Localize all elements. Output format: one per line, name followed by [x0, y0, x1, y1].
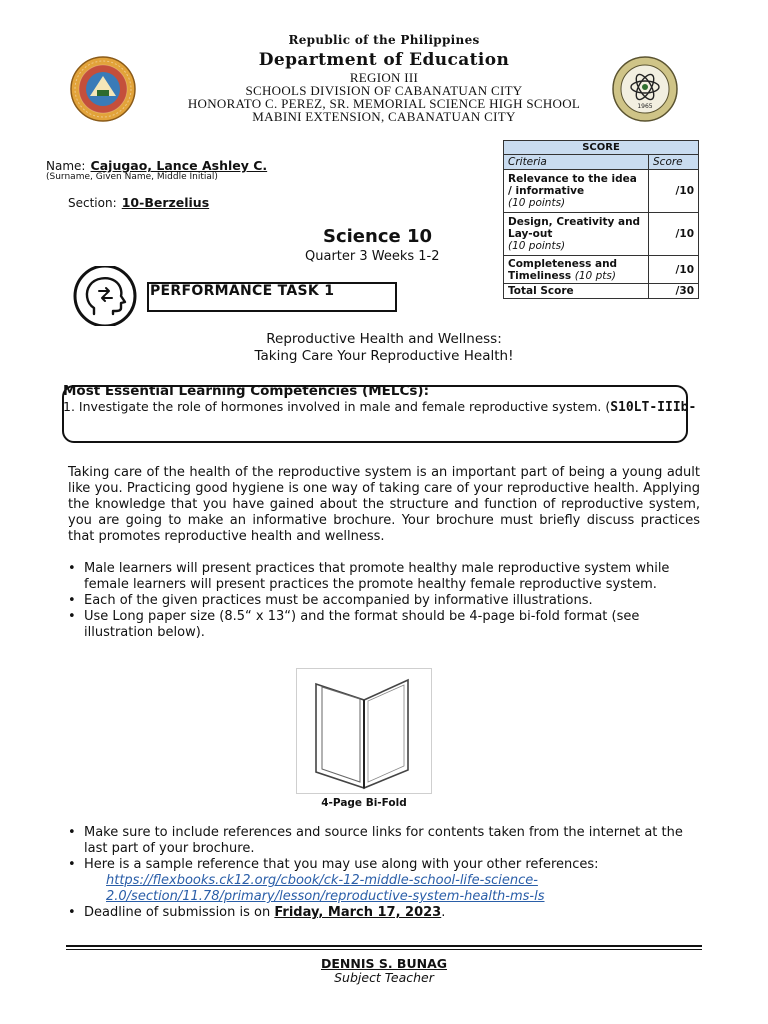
list-item: • Each of the given practices must be accompanied by informative illustrations.	[64, 593, 704, 609]
criterion-cell	[504, 170, 649, 213]
melc-heading: Most Essential Learning Competencies (MELCs):	[63, 383, 429, 399]
name-label: Name:	[46, 159, 86, 173]
topic-title-line2: Taking Care Your Reproductive Health!	[254, 348, 514, 364]
teacher-name: DENNIS S. BUNAG	[320, 956, 448, 971]
criterion-note: (10 points)	[508, 240, 566, 252]
table-row	[504, 170, 699, 213]
criterion-text: Relevance to the idea / informative	[508, 173, 637, 197]
melc-item	[63, 399, 696, 415]
deadline-suffix: .	[441, 905, 446, 920]
criterion-cell	[504, 213, 649, 256]
figure-caption: 4-Page Bi-Fold	[321, 797, 407, 809]
quarter-subtitle: Quarter 3 Weeks 1-2	[305, 249, 440, 264]
name-hint: (Surname, Given Name, Middle Initial)	[46, 172, 218, 182]
section-label: Section:	[68, 196, 117, 210]
melc-code: S10LT-IIIb-	[610, 400, 697, 415]
list-item: • Use Long paper size (8.5“ x 13“) and the format should be 4-page bi-fold format (see illustration below).	[64, 609, 704, 641]
bifold-brochure-illustration	[296, 668, 432, 794]
list-item: • Here is a sample reference that you may use along with your other references:	[64, 857, 704, 873]
criterion-text: Design, Creativity and Lay-out	[508, 216, 641, 240]
department-heading: Department of Education	[258, 50, 510, 70]
student-section: 10-Berzelius	[121, 195, 210, 210]
melc-item-text: 1. Investigate the role of hormones involved in male and female reproductive system. (	[63, 399, 611, 414]
score-column-header: Score	[649, 155, 699, 170]
region-heading: REGION III	[349, 70, 419, 85]
performance-task-title: PERFORMANCE TASK 1	[150, 283, 335, 299]
deadline-prefix: Deadline of submission is on	[84, 905, 275, 920]
seal-year-text: 1965	[637, 103, 653, 110]
table-row	[504, 256, 699, 284]
total-points-cell: /30	[649, 284, 699, 299]
criterion-cell	[504, 256, 649, 284]
points-cell: /10	[649, 256, 699, 284]
school-heading: HONORATO C. PEREZ, SR. MEMORIAL SCIENCE HIGH SCHOOL	[187, 96, 581, 111]
list-item: • Make sure to include references and source links for contents taken from the internet at the last part of your brochure.	[64, 825, 704, 857]
deadline-list	[64, 905, 704, 921]
student-name: Cajugao, Lance Ashley C.	[90, 158, 268, 173]
division-heading: SCHOOLS DIVISION OF CABANATUAN CITY	[245, 83, 523, 98]
republic-heading: Republic of the Philippines	[288, 33, 480, 47]
signature-rule	[66, 945, 702, 947]
reference-list	[64, 825, 704, 873]
intro-paragraph: Taking care of the health of the reproductive system is an important part of being a young adult like you. Practicing good hygiene is one way of taking care of your reproductive health. Applying the knowledge that you have gained about the structure and function of reproductive system, you are going to make an informative brochure. Your brochure must briefly discuss practices that promotes reproductive health and wellness.	[68, 465, 700, 544]
total-label-cell: Total Score	[504, 284, 649, 299]
list-item: • Male learners will present practices that promote healthy male reproductive system while female learners will present practices the promote healthy female reproductive system.	[64, 561, 704, 593]
points-cell: /10	[649, 213, 699, 256]
signature-rule	[66, 949, 702, 950]
deadline-date: Friday, March 17, 2023	[274, 905, 442, 920]
score-table-title: SCORE	[504, 141, 699, 155]
topic-title-line1: Reproductive Health and Wellness:	[266, 331, 502, 347]
teacher-title: Subject Teacher	[334, 970, 434, 985]
reference-link-line1[interactable]: https://flexbooks.ck12.org/cbook/ck-12-middle-school-life-science-	[106, 873, 538, 888]
score-table	[503, 140, 699, 299]
address-heading: MABINI EXTENSION, CABANATUAN CITY	[252, 109, 516, 124]
instruction-list	[64, 561, 704, 641]
table-row	[504, 213, 699, 256]
points-cell: /10	[649, 170, 699, 213]
criterion-note: (10 points)	[508, 197, 566, 209]
criteria-column-header: Criteria	[504, 155, 649, 170]
table-row	[504, 284, 699, 299]
section-row	[68, 192, 209, 211]
criterion-note: (10 pts)	[574, 269, 616, 282]
division-seal-logo	[70, 56, 136, 122]
head-thinking-icon	[62, 266, 150, 326]
subject-title: Science 10	[323, 226, 433, 247]
reference-link-line2[interactable]: 2.0/section/11.78/primary/lesson/reproductive-system-health-ms-ls	[106, 889, 545, 904]
criterion-text: Completeness and Timeliness	[508, 257, 618, 282]
school-seal-logo	[612, 56, 678, 122]
list-item	[64, 905, 704, 921]
